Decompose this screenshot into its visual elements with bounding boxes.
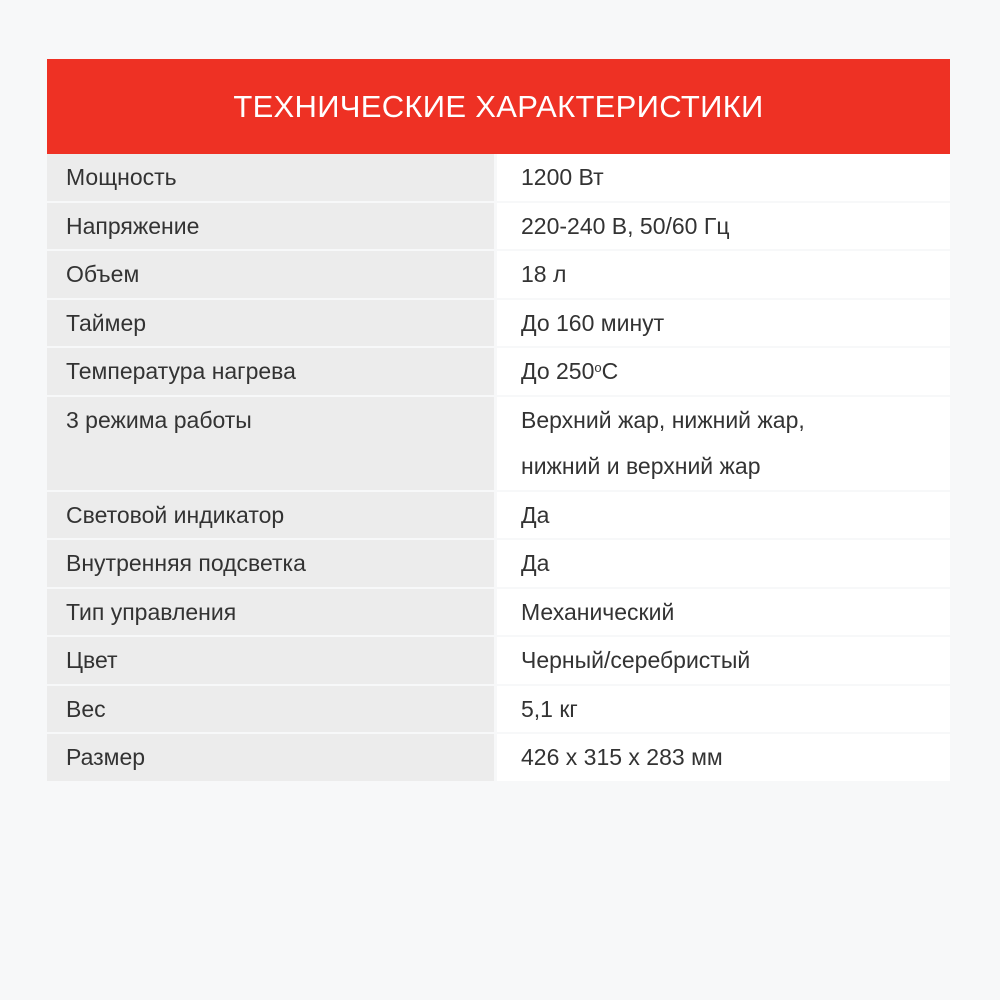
spec-value: 426 x 315 x 283 мм <box>497 734 950 781</box>
spec-value-line-2: нижний и верхний жар <box>521 453 761 479</box>
spec-value-line-1: Верхний жар, нижний жар, <box>521 406 805 433</box>
spec-value: 1200 Вт <box>497 154 950 201</box>
spec-value: Да <box>497 492 950 539</box>
spec-label: Вес <box>47 686 497 733</box>
temperature-value: До 250 <box>521 358 595 384</box>
spec-value: 18 л <box>497 251 950 298</box>
spec-row-indicator <box>47 492 950 541</box>
spec-label: Световой индикатор <box>47 492 497 539</box>
spec-label: Мощность <box>47 154 497 201</box>
spec-row-volume <box>47 251 950 300</box>
specs-table <box>47 59 950 781</box>
spec-row-size <box>47 734 950 781</box>
spec-value <box>497 348 950 395</box>
spec-value: Да <box>497 540 950 587</box>
specs-header <box>47 59 950 154</box>
spec-value: 220-240 В, 50/60 Гц <box>497 203 950 250</box>
spec-value <box>497 397 950 490</box>
spec-label: 3 режима работы <box>47 397 497 490</box>
spec-row-modes <box>47 397 950 492</box>
spec-row-temperature <box>47 348 950 397</box>
spec-label: Тип управления <box>47 589 497 636</box>
spec-row-power <box>47 154 950 203</box>
spec-row-control <box>47 589 950 638</box>
temperature-unit: C <box>601 358 619 384</box>
spec-row-timer <box>47 300 950 349</box>
spec-row-voltage <box>47 203 950 252</box>
spec-label: Цвет <box>47 637 497 684</box>
spec-value: Черный/серебристый <box>497 637 950 684</box>
spec-row-backlight <box>47 540 950 589</box>
spec-label: Размер <box>47 734 497 781</box>
spec-label: Таймер <box>47 300 497 347</box>
spec-label: Напряжение <box>47 203 497 250</box>
spec-label: Температура нагрева <box>47 348 497 395</box>
spec-row-color <box>47 637 950 686</box>
degree-sign: o <box>594 360 602 375</box>
spec-label: Внутренняя подсветка <box>47 540 497 587</box>
spec-value: 5,1 кг <box>497 686 950 733</box>
spec-row-weight <box>47 686 950 735</box>
spec-value: Механический <box>497 589 950 636</box>
spec-label: Объем <box>47 251 497 298</box>
specs-title: ТЕХНИЧЕСКИЕ ХАРАКТЕРИСТИКИ <box>233 89 764 124</box>
spec-value: До 160 минут <box>497 300 950 347</box>
